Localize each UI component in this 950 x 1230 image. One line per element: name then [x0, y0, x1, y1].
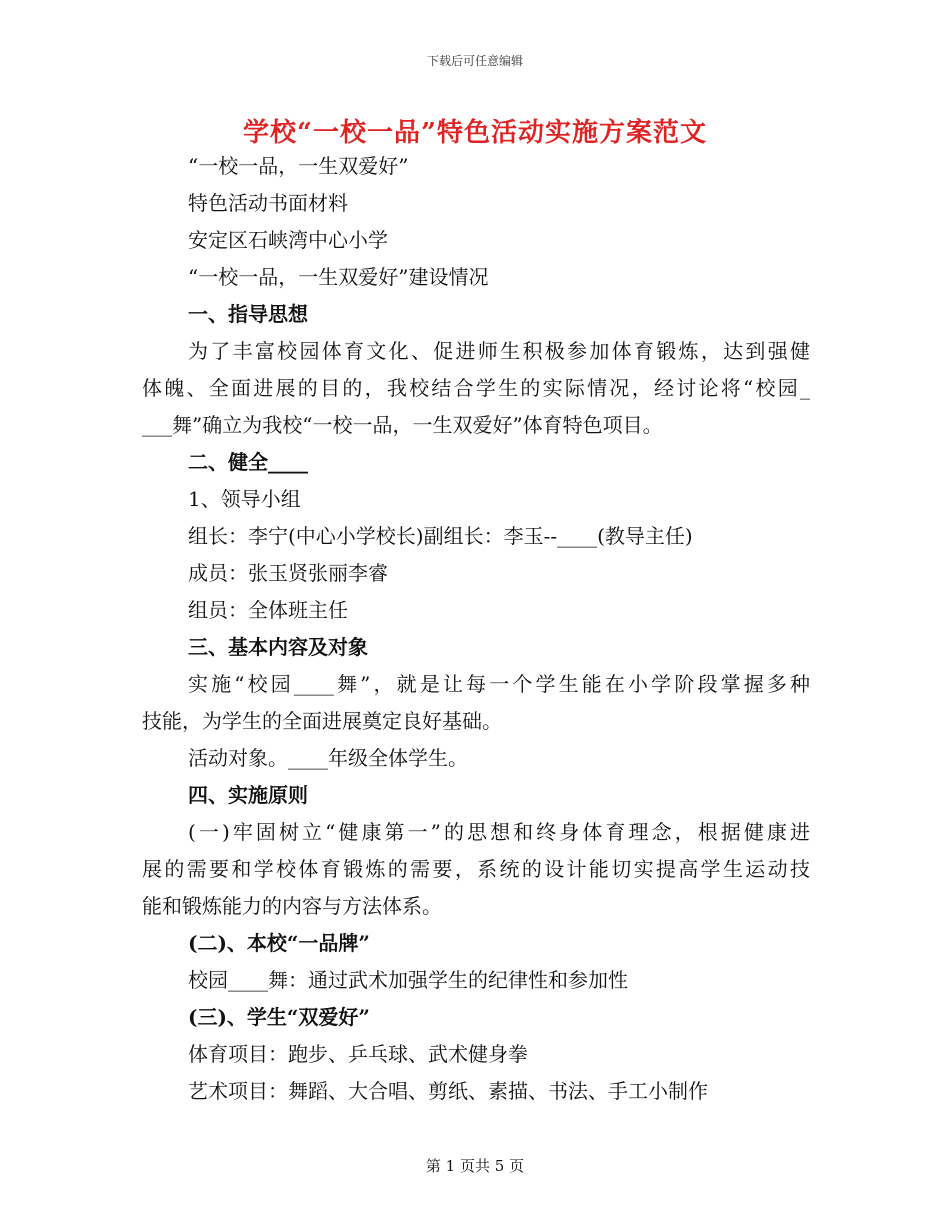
paragraph-line: 体育项目：跑步、乒乓球、武术健身拳 — [188, 1042, 528, 1066]
paragraph-line: (一)牢固树立“健康第一”的思想和终身体育理念，根据健康进 — [188, 820, 810, 844]
section-heading: (二)、本校“一品牌” — [188, 931, 370, 955]
paragraph-line: 技能，为学生的全面进展奠定良好基础。 — [142, 709, 502, 733]
document-title: 学校“一校一品”特色活动实施方案范文 — [243, 118, 707, 148]
page-footer: 第 1 页共 5 页 — [425, 1157, 525, 1175]
section-heading: 四、实施原则 — [188, 783, 308, 807]
section-heading: (三)、学生“双爱好” — [188, 1005, 370, 1029]
paragraph-line: “一校一品，一生双爱好” — [188, 154, 409, 178]
paragraph-line: 能和锻炼能力的内容与方法体系。 — [142, 894, 442, 918]
section-heading: 一、指导思想 — [188, 302, 308, 326]
paragraph-line: 体魄、全面进展的目的，我校结合学生的实际情况，经讨论将“校园_ — [142, 376, 810, 400]
paragraph-line: 为了丰富校园体育文化、促进师生积极参加体育锻炼，达到强健 — [188, 339, 810, 363]
document-body — [142, 148, 810, 1110]
paragraph-line: “一校一品，一生双爱好”建设情况 — [188, 265, 489, 289]
paragraph-line: 展的需要和学校体育锻炼的需要，系统的设计能切实提高学生运动技 — [142, 857, 810, 881]
paragraph-line: 校园____舞：通过武术加强学生的纪律性和参加性 — [188, 968, 628, 992]
section-heading: 二、健全____ — [188, 450, 308, 474]
paragraph-line: 成员：张玉贤张丽李睿 — [188, 561, 388, 585]
paragraph-line: 组员：全体班主任 — [188, 598, 348, 622]
page-header: 下载后可任意编辑 — [426, 54, 523, 68]
paragraph-line: 安定区石峡湾中心小学 — [188, 228, 388, 252]
paragraph-line: 实施“校园____舞”，就是让每一个学生能在小学阶段掌握多种 — [188, 672, 810, 696]
paragraph-line: ___舞”确立为我校“一校一品，一生双爱好”体育特色项目。 — [142, 413, 663, 437]
section-heading: 三、基本内容及对象 — [188, 635, 368, 659]
paragraph-line: 特色活动书面材料 — [188, 191, 348, 215]
paragraph-line: 活动对象。____年级全体学生。 — [188, 746, 468, 770]
paragraph-line: 组长：李宁(中心小学校长)副组长：李玉--____(教导主任) — [188, 524, 693, 548]
paragraph-line: 艺术项目：舞蹈、大合唱、剪纸、素描、书法、手工小制作 — [188, 1079, 708, 1103]
paragraph-line: 1、领导小组 — [188, 487, 301, 511]
